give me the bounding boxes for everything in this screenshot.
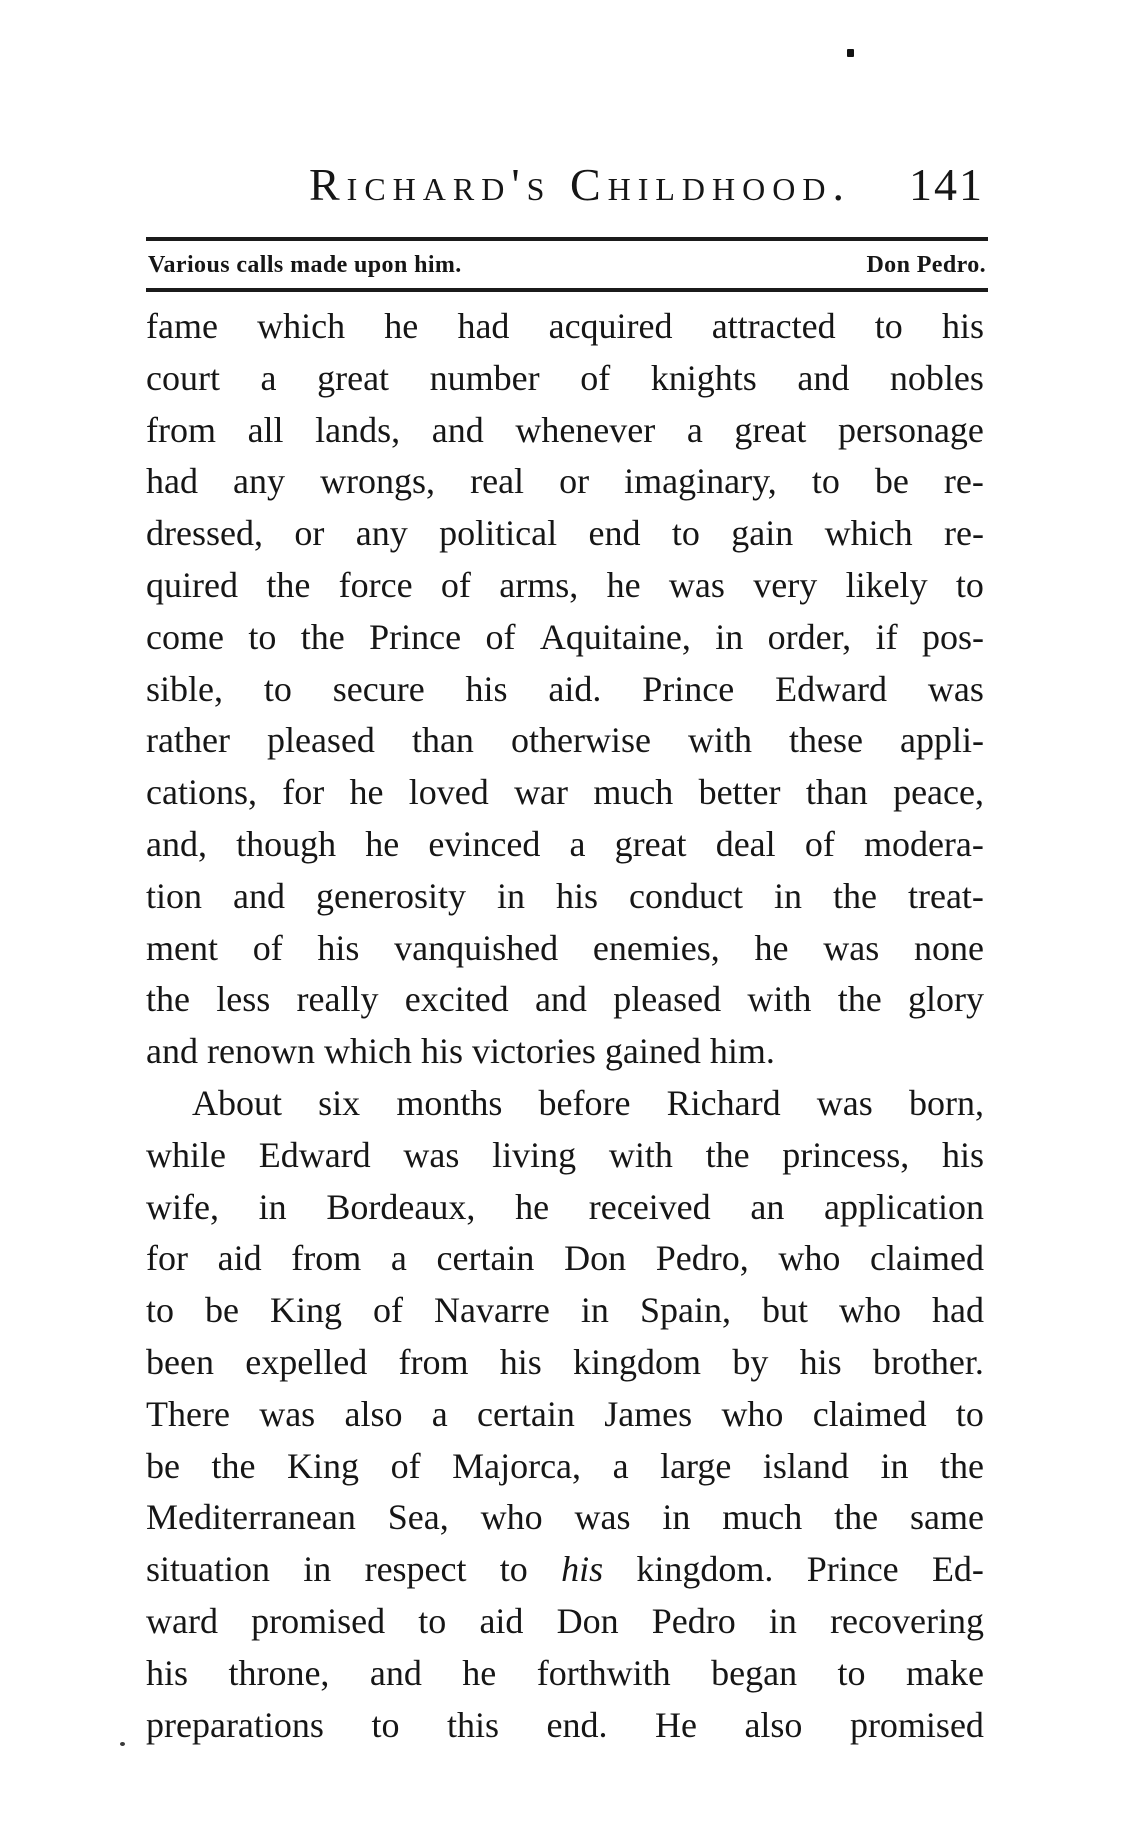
text-line: his throne, and he forthwith began to make [146, 1652, 984, 1693]
running-note-left: Various calls made upon him. [148, 252, 462, 278]
text-line: the less really excited and pleased with the glory [146, 979, 984, 1020]
text-line: ment of his vanquished enemies, he was none [146, 927, 984, 968]
text-line: tion and generosity in his conduct in the treat- [146, 875, 984, 916]
text-line: ward promised to aid Don Pedro in recovering [146, 1600, 984, 1641]
text-line: come to the Prince of Aquitaine, in order, if pos- [146, 616, 984, 657]
text-line: while Edward was living with the princess, his [146, 1134, 984, 1175]
page-number: 141 [909, 159, 984, 210]
text-line: court a great number of knights and nobles [146, 357, 984, 398]
text-line: Mediterranean Sea, who was in much the same [146, 1497, 984, 1538]
text-line: for aid from a certain Don Pedro, who claimed [146, 1238, 984, 1279]
text-line: to be King of Navarre in Spain, but who had [146, 1290, 984, 1331]
ink-speck [847, 49, 854, 57]
text-line: and renown which his victories gained him. [146, 1031, 775, 1072]
text-line: been expelled from his kingdom by his brother. [146, 1341, 984, 1382]
running-note-right: Don Pedro. [866, 252, 986, 278]
text-line: situation in respect to his kingdom. Prince Ed- [146, 1549, 984, 1590]
text-line: and, though he evinced a great deal of modera- [146, 823, 984, 864]
text-line: sible, to secure his aid. Prince Edward was [146, 668, 984, 709]
text-line: rather pleased than otherwise with these appli- [146, 720, 984, 761]
page-title: Richard's Childhood. [309, 159, 851, 210]
text-line: preparations to this end. He also promised [146, 1704, 984, 1745]
running-head [146, 156, 984, 214]
text-line: wife, in Bordeaux, he received an application [146, 1186, 984, 1227]
text-line: fame which he had acquired attracted to his [146, 306, 984, 346]
text-line: cations, for he loved war much better than peace, [146, 772, 984, 813]
text-line: be the King of Majorca, a large island in the [146, 1445, 984, 1486]
body-text [146, 301, 984, 1751]
text-line: had any wrongs, real or imaginary, to be re- [146, 461, 984, 502]
text-line: dressed, or any political end to gain which re- [146, 513, 984, 554]
text-line: There was also a certain James who claimed to [146, 1393, 984, 1434]
text-line: About six months before Richard was born, [192, 1082, 984, 1123]
ink-speck [120, 1742, 125, 1746]
text-line: quired the force of arms, he was very likely to [146, 564, 984, 605]
running-notes [146, 237, 988, 292]
text-line: from all lands, and whenever a great personage [146, 409, 984, 450]
